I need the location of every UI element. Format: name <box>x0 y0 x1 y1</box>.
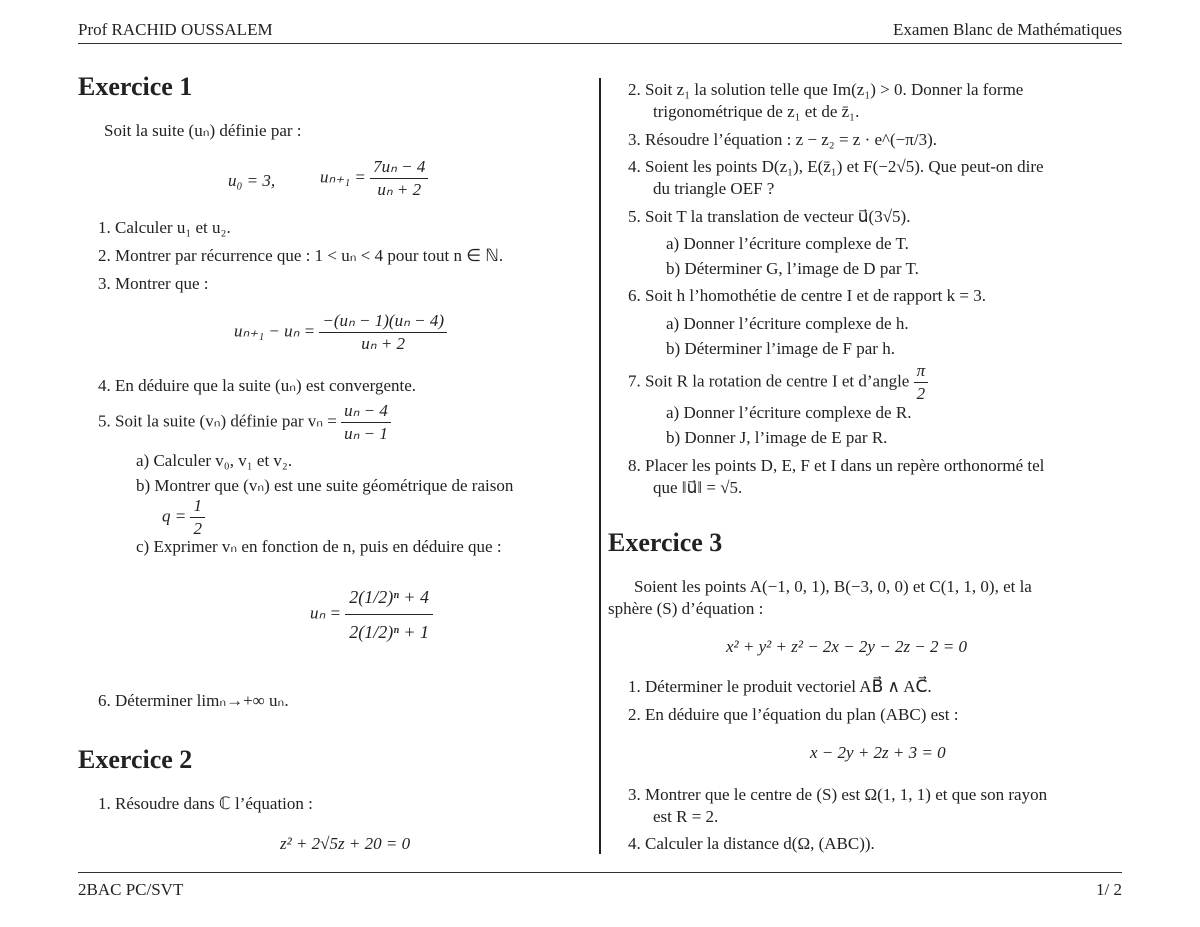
ex3-question-3-cont: est R = 2. <box>653 807 719 826</box>
exercise-3-title: Exercice 3 <box>608 528 723 557</box>
column-divider <box>599 78 601 854</box>
ex1-question-5: 5. Soit la suite (vₙ) définie par vₙ = $\frac{\text{uₙ − 4}}{\text{uₙ − 1}}$ <box>98 400 391 445</box>
ex2-question-5: 5. Soit T la translation de vecteur u⃗(3√5). <box>628 207 911 226</box>
ex3-question-3: 3. Montrer que le centre de (S) est Ω(1, 1, 1) et que son rayon <box>628 785 1048 804</box>
ex3-question-2: 2. En déduire que l’équation du plan (ABC) est : <box>628 705 959 724</box>
ex1-question-3: 3. Montrer que : <box>98 274 209 293</box>
ex2-question-6: 6. Soit h l’homothétie de centre I et de rapport k = 3. <box>628 286 986 305</box>
footer-class: 2BAC PC/SVT <box>78 880 184 899</box>
exercise-2-title: Exercice 2 <box>78 745 193 774</box>
ex3-question-4: 4. Calculer la distance d(Ω, (ABC)). <box>628 834 875 853</box>
ex2-question-6b: b) Déterminer l’image de F par h. <box>666 339 895 358</box>
ex2-question-2: 2. Soit z₁ la solution telle que Im(z₁) > 0. Donner la forme <box>628 80 1024 99</box>
ex3-sphere-equation: x² + y² + z² − 2x − 2y − 2z − 2 = 0 <box>726 637 968 656</box>
ex2-question-2-cont: trigonométrique de z₁ et de z̄₁. <box>653 102 860 121</box>
ex2-question-4-cont: du triangle OEF ? <box>653 179 775 198</box>
ex2-question-7a: a) Donner l’écriture complexe de R. <box>666 403 912 422</box>
header-author: Prof RACHID OUSSALEM <box>78 20 273 39</box>
ex2-question-5a: a) Donner l’écriture complexe de T. <box>666 234 909 253</box>
ex1-question-5c: c) Exprimer vₙ en fonction de n, puis en déduire que : <box>136 537 502 556</box>
header-rule <box>78 43 1122 44</box>
ex1-def-fraction: $\frac{\text{7uₙ − 4}}{\text{uₙ + 2}}$ <box>370 156 428 201</box>
ex3-plane-equation: x − 2y + 2z + 3 = 0 <box>810 743 946 762</box>
exercise-1-title: Exercice 1 <box>78 72 193 101</box>
ex1-question-5b: b) Montrer que (vₙ) est une suite géométrique de raison <box>136 476 514 495</box>
ex1-def-u0: u₀ = 3, <box>228 171 276 190</box>
ex2-question-6a: a) Donner l’écriture complexe de h. <box>666 314 909 333</box>
ex3-intro-cont: sphère (S) d’équation : <box>608 599 764 618</box>
ex1-eq3: uₙ₊₁ − uₙ = $\frac{\text{−(uₙ − 1)(uₙ − 4)}}{\text{uₙ + 2}}$ <box>234 310 447 355</box>
footer-rule <box>78 872 1122 873</box>
ex2-question-1: 1. Résoudre dans ℂ l’équation : <box>98 794 313 813</box>
ex1-intro: Soit la suite (uₙ) définie par : <box>104 121 302 140</box>
ex3-question-1: 1. Déterminer le produit vectoriel AB⃗ ∧ AC⃗. <box>628 677 932 696</box>
ex3-intro: Soient les points A(−1, 0, 1), B(−3, 0, 0) et C(1, 1, 0), et la <box>634 577 1032 596</box>
ex2-question-8: 8. Placer les points D, E, F et I dans un repère orthonormé tel <box>628 456 1045 475</box>
ex2-question-7b: b) Donner J, l’image de E par R. <box>666 428 888 447</box>
ex1-def-recurrence: uₙ₊₁ = $\frac{\text{7uₙ − 4}}{\text{uₙ + 2}}$ <box>320 156 428 201</box>
ex1-question-5a: a) Calculer v₀, v₁ et v₂. <box>136 451 293 470</box>
ex1-question-5b-ratio: q = $\frac{1}{2}$ <box>162 495 205 540</box>
ex1-question-1: 1. Calculer u₁ et u₂. <box>98 218 231 237</box>
ex1-question-4: 4. En déduire que la suite (uₙ) est convergente. <box>98 376 417 395</box>
footer-page-number: 1/ 2 <box>1096 880 1122 899</box>
header-title: Examen Blanc de Mathématiques <box>893 20 1122 39</box>
ex2-question-3: 3. Résoudre l’équation : z − z₂ = z · e^(−π/3). <box>628 130 937 149</box>
ex2-question-7: 7. Soit R la rotation de centre I et d’angle $\frac{\pi}{2}$ <box>628 360 928 405</box>
ex1-question-2: 2. Montrer par récurrence que : 1 < uₙ < 4 pour tout n ∈ ℕ. <box>98 246 504 265</box>
ex1-question-6: 6. Déterminer limₙ→+∞ uₙ. <box>98 691 289 710</box>
ex1-eq5c: uₙ = $\frac{\text{2(1/2)ⁿ + 4}}{\text{2(1/2)ⁿ + 1}}$ <box>310 580 433 649</box>
ex2-question-5b: b) Déterminer G, l’image de D par T. <box>666 259 919 278</box>
ex2-eq1: z² + 2√5z + 20 = 0 <box>280 834 411 853</box>
ex2-question-4: 4. Soient les points D(z₁), E(z̄₁) et F(−2√5). Que peut-on dire <box>628 157 1044 176</box>
ex2-question-8-cont: que ‖u⃗‖ = √5. <box>653 478 743 497</box>
